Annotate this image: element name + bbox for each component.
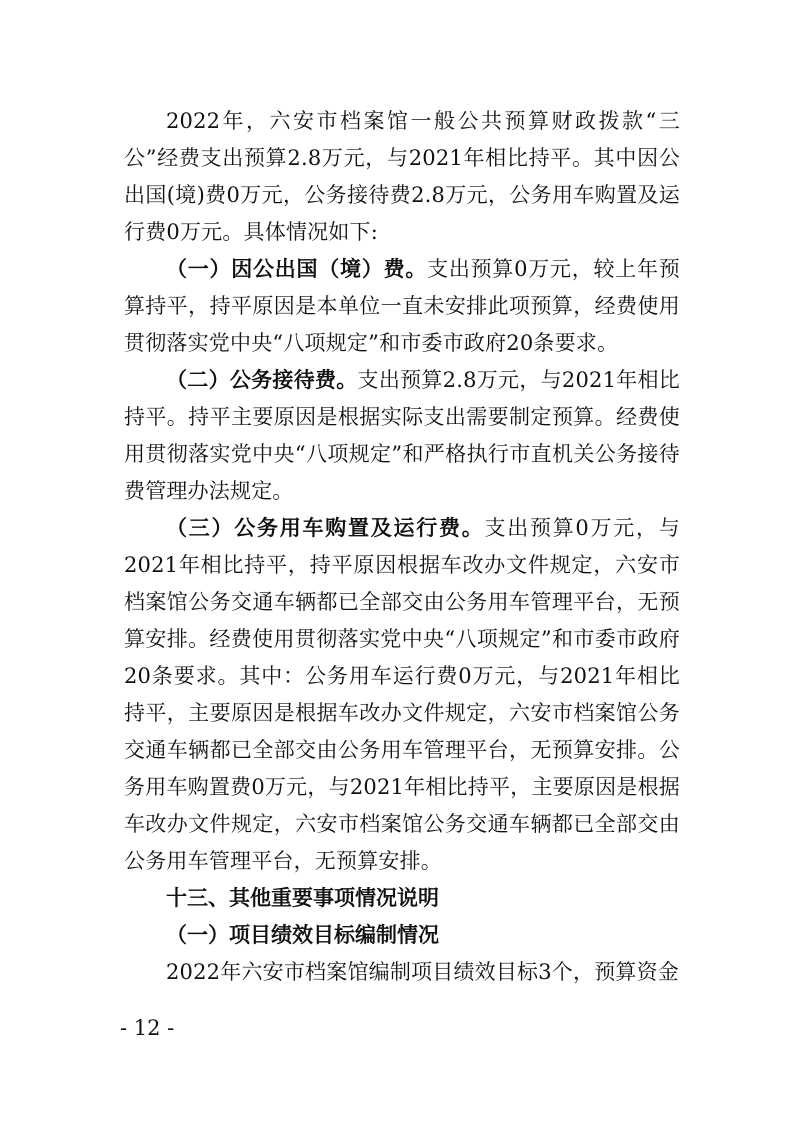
- paragraph-summary: 2022年，六安市档案馆一般公共预算财政拨款“三公”经费支出预算2.8万元，与2021年相比持平。其中因公出国(境)费0万元，公务接待费2.8万元，公务用车购置及运行费0万元。具体情况如下:: [124, 109, 680, 244]
- text-vehicles: 支出预算0万元，与2021年相比持平，持平原因根据车改办文件规定，六安市档案馆公务交通车辆都已全部交由公务用车管理平台，无预算安排。经费使用贯彻落实党中央“八项规定”和市委市政府20条要求。其中：公务用车运行费0万元，与2021年相比持平，主要原因是根据车改办文件规定，六安市档案馆公务交通车辆都已全部交由公务用车管理平台，无预算安排。公务用车购置费0万元，与2021年相比持平，主要原因是根据车改办文件规定，六安市档案馆公务交通车辆都已全部交由公务用车管理平台，无预算安排。: [124, 516, 680, 873]
- text-overseas-travel: 支出预算0万元，较上年预算持平，持平原因是本单位一直未安排此项预算，经费使用贯彻落实党中央“八项规定”和市委市政府20条要求。: [124, 257, 680, 355]
- page-number: - 12 -: [120, 1016, 175, 1040]
- paragraph-performance: 2022年六安市档案馆编制项目绩效目标3个，预算资金: [166, 960, 680, 984]
- heading-vehicles: （三）公务用车购置及运行费。: [166, 516, 485, 540]
- page-content: [124, 103, 680, 991]
- section-heading: 十三、其他重要事项情况说明: [166, 886, 439, 910]
- paragraph-vehicles: [124, 510, 680, 880]
- paragraph-reception: [124, 362, 680, 510]
- paragraph-overseas-travel: [124, 251, 680, 362]
- heading-reception: （二）公务接待费。: [166, 368, 358, 392]
- heading-overseas-travel: （一）因公出国（境）费。: [166, 257, 428, 281]
- text-reception: 支出预算2.8万元，与2021年相比持平。持平主要原因是根据实际支出需要制定预算。经费使用贯彻落实党中央“八项规定”和严格执行市直机关公务接待费管理办法规定。: [124, 368, 680, 503]
- sub-heading: （一）项目绩效目标编制情况: [166, 923, 439, 947]
